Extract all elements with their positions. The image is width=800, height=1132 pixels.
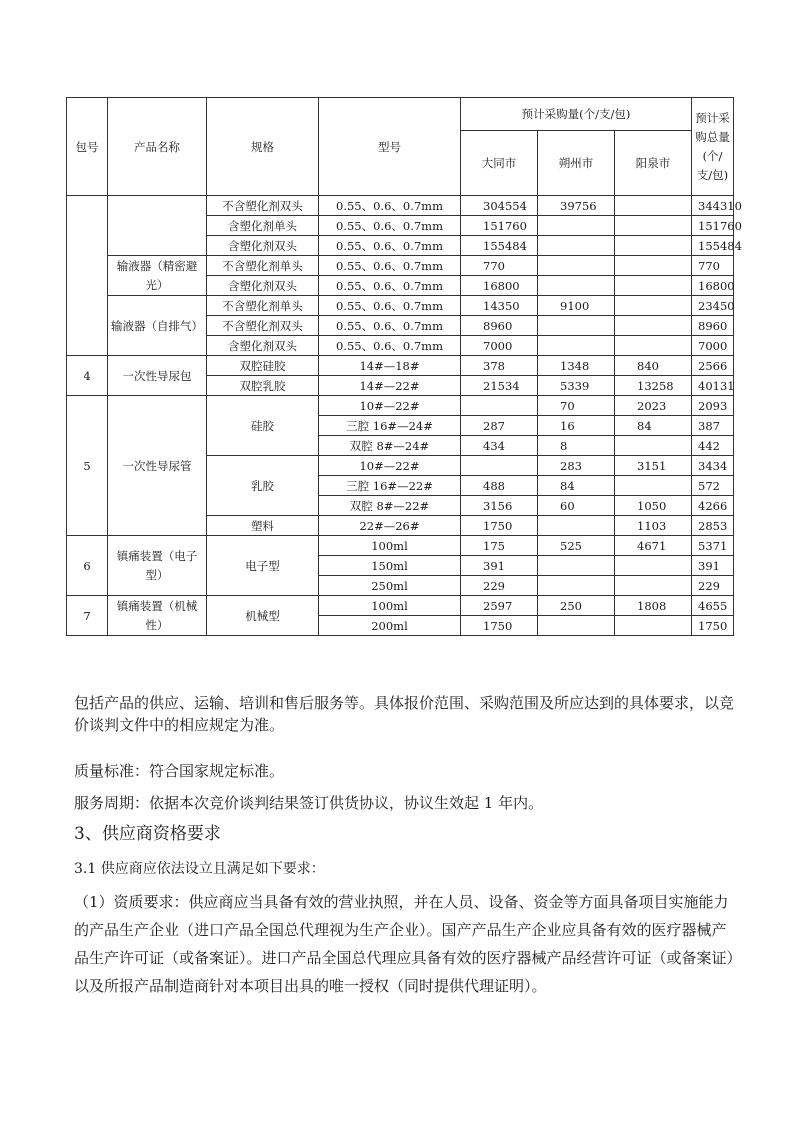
table-row [67, 596, 734, 616]
qty-shuozhou: 283 [538, 456, 615, 476]
qty-total: 3434 [692, 456, 734, 476]
model-cell: 双腔 8#—24# [319, 436, 461, 456]
qty-shuozhou: 70 [538, 396, 615, 416]
model-cell: 10#—22# [319, 456, 461, 476]
qty-shuozhou: 39756 [538, 196, 615, 216]
header-city-yangquan: 阳泉市 [615, 131, 692, 196]
qty-shuozhou [538, 236, 615, 256]
model-cell: 100ml [319, 596, 461, 616]
qty-datong: 391 [461, 556, 538, 576]
header-total: 预计采购总量(个/支/包) [692, 98, 734, 196]
qty-yangquan: 13258 [615, 376, 692, 396]
qty-total: 387 [692, 416, 734, 436]
qty-datong: 14350 [461, 296, 538, 316]
pkg-5: 5 [67, 396, 108, 536]
model-cell: 0.55、0.6、0.7mm [319, 216, 461, 236]
table-row [67, 536, 734, 556]
header-model: 型号 [319, 98, 461, 196]
qty-yangquan: 4671 [615, 536, 692, 556]
model-cell: 0.55、0.6、0.7mm [319, 316, 461, 336]
qty-total: 391 [692, 556, 734, 576]
qty-datong: 1750 [461, 616, 538, 636]
qty-shuozhou [538, 616, 615, 636]
qty-total: 155484 [692, 236, 734, 256]
qty-shuozhou: 525 [538, 536, 615, 556]
qty-yangquan [615, 616, 692, 636]
qty-datong: 175 [461, 536, 538, 556]
procurement-table [66, 97, 742, 636]
qty-yangquan: 1808 [615, 596, 692, 616]
spec-cell: 含塑化剂单头 [207, 216, 319, 236]
model-cell: 0.55、0.6、0.7mm [319, 276, 461, 296]
product-name-catheter: 一次性导尿管 [108, 396, 207, 536]
spec-cell: 双腔硅胶 [207, 356, 319, 376]
qty-total: 2093 [692, 396, 734, 416]
qty-total: 4655 [692, 596, 734, 616]
qty-datong: 378 [461, 356, 538, 376]
product-name-infusion-lightproof: 输液器（精密避光） [108, 256, 207, 296]
qty-datong: 151760 [461, 216, 538, 236]
spec-cell: 含塑化剂双头 [207, 276, 319, 296]
qty-shuozhou [538, 336, 615, 356]
qty-datong: 7000 [461, 336, 538, 356]
qty-shuozhou [538, 576, 615, 596]
pkg-6: 6 [67, 536, 108, 596]
qty-total: 151760 [692, 216, 734, 236]
qty-total: 2853 [692, 516, 734, 536]
spec-cell: 不含塑化剂双头 [207, 196, 319, 216]
qty-total: 23450 [692, 296, 734, 316]
spec-cell: 电子型 [207, 536, 319, 596]
qty-total: 572 [692, 476, 734, 496]
qty-yangquan: 1050 [615, 496, 692, 516]
qty-yangquan [615, 256, 692, 276]
qty-yangquan [615, 276, 692, 296]
spec-cell: 不含塑化剂单头 [207, 296, 319, 316]
qty-yangquan [615, 196, 692, 216]
qty-datong: 229 [461, 576, 538, 596]
qty-total: 5371 [692, 536, 734, 556]
pkg-4: 4 [67, 356, 108, 396]
qty-yangquan: 1103 [615, 516, 692, 536]
qty-total: 344310 [692, 196, 734, 216]
model-cell: 0.55、0.6、0.7mm [319, 236, 461, 256]
model-cell: 14#—22# [319, 376, 461, 396]
qty-datong: 287 [461, 416, 538, 436]
model-cell: 200ml [319, 616, 461, 636]
spec-cell: 双腔乳胶 [207, 376, 319, 396]
product-name-pain-pump-mechanical: 镇痛装置（机械性） [108, 596, 207, 636]
header-qty-group: 预计采购量(个/支/包) [461, 98, 692, 131]
model-cell: 0.55、0.6、0.7mm [319, 336, 461, 356]
header-city-shuozhou: 朔州市 [538, 131, 615, 196]
model-cell: 10#—22# [319, 396, 461, 416]
qty-yangquan [615, 336, 692, 356]
qty-datong: 770 [461, 256, 538, 276]
qty-yangquan [615, 556, 692, 576]
qty-yangquan [615, 296, 692, 316]
qty-shuozhou [538, 256, 615, 276]
model-cell: 250ml [319, 576, 461, 596]
qty-shuozhou [538, 556, 615, 576]
qty-shuozhou [538, 316, 615, 336]
qty-total: 7000 [692, 336, 734, 356]
qty-total: 4266 [692, 496, 734, 516]
spec-cell: 机械型 [207, 596, 319, 636]
qty-datong [461, 456, 538, 476]
qty-datong: 3156 [461, 496, 538, 516]
qty-yangquan [615, 476, 692, 496]
qty-shuozhou [538, 276, 615, 296]
qty-shuozhou: 8 [538, 436, 615, 456]
model-cell: 0.55、0.6、0.7mm [319, 196, 461, 216]
pkg-7: 7 [67, 596, 108, 636]
header-name: 产品名称 [108, 98, 207, 196]
table-row [67, 396, 734, 416]
spec-cell: 含塑化剂双头 [207, 336, 319, 356]
qty-total: 442 [692, 436, 734, 456]
table-row [67, 196, 734, 216]
qty-datong: 304554 [461, 196, 538, 216]
header-pkg: 包号 [67, 98, 108, 196]
qty-shuozhou [538, 516, 615, 536]
qty-yangquan [615, 236, 692, 256]
qty-datong: 488 [461, 476, 538, 496]
header-city-datong: 大同市 [461, 131, 538, 196]
qty-datong: 1750 [461, 516, 538, 536]
spec-cell: 不含塑化剂双头 [207, 316, 319, 336]
model-cell: 三腔 16#—24# [319, 416, 461, 436]
qty-shuozhou: 5339 [538, 376, 615, 396]
clause-3-1: 3.1 供应商应依法设立且满足如下要求： [74, 861, 325, 877]
qty-yangquan: 3151 [615, 456, 692, 476]
qty-yangquan: 2023 [615, 396, 692, 416]
spec-cell: 乳胶 [207, 456, 319, 516]
qty-total: 229 [692, 576, 734, 596]
qty-shuozhou: 250 [538, 596, 615, 616]
qty-datong: 155484 [461, 236, 538, 256]
model-cell: 100ml [319, 536, 461, 556]
qty-total: 16800 [692, 276, 734, 296]
qty-shuozhou: 1348 [538, 356, 615, 376]
product-name-pain-pump-electronic: 镇痛装置（电子型） [108, 536, 207, 596]
spec-cell: 含塑化剂双头 [207, 236, 319, 256]
spec-cell: 不含塑化剂单头 [207, 256, 319, 276]
qty-shuozhou: 9100 [538, 296, 615, 316]
model-cell: 14#—18# [319, 356, 461, 376]
qty-total: 40131 [692, 376, 734, 396]
scope-paragraph: 包括产品的供应、运输、培训和售后服务等。具体报价范围、采购范围及所应达到的具体要求，以竞价谈判文件中的相应规定为准。 [74, 694, 735, 734]
qty-shuozhou [538, 216, 615, 236]
qty-total: 1750 [692, 616, 734, 636]
qty-total: 2566 [692, 356, 734, 376]
qty-yangquan [615, 216, 692, 236]
product-name-infusion-selfvent: 输液器（自排气） [108, 296, 207, 356]
qty-shuozhou: 16 [538, 416, 615, 436]
qty-datong: 21534 [461, 376, 538, 396]
qty-datong: 16800 [461, 276, 538, 296]
model-cell: 0.55、0.6、0.7mm [319, 256, 461, 276]
service-period: 服务周期：依据本次竞价谈判结果签订供货协议，协议生效起 1 年内。 [74, 794, 544, 812]
quality-standard: 质量标准：符合国家规定标准。 [74, 762, 285, 780]
table-row [67, 296, 734, 316]
qty-yangquan [615, 316, 692, 336]
spec-cell: 塑料 [207, 516, 319, 536]
spec-cell: 硅胶 [207, 396, 319, 456]
pkg-cell-continued [67, 196, 108, 356]
model-cell: 22#—26# [319, 516, 461, 536]
qty-total: 8960 [692, 316, 734, 336]
qty-datong: 2597 [461, 596, 538, 616]
model-cell: 三腔 16#—22# [319, 476, 461, 496]
qty-yangquan: 840 [615, 356, 692, 376]
qty-shuozhou: 60 [538, 496, 615, 516]
product-name-catheter-kit: 一次性导尿包 [108, 356, 207, 396]
table-row [67, 256, 734, 276]
header-spec: 规格 [207, 98, 319, 196]
qty-shuozhou: 84 [538, 476, 615, 496]
qty-yangquan: 84 [615, 416, 692, 436]
model-cell: 150ml [319, 556, 461, 576]
section-heading-3: 3、供应商资格要求 [74, 824, 221, 844]
qty-datong: 8960 [461, 316, 538, 336]
qty-yangquan [615, 436, 692, 456]
qty-datong: 434 [461, 436, 538, 456]
qualification-paragraph: （1）资质要求：供应商应当具备有效的营业执照，并在人员、设备、资金等方面具备项目实施能力的产品生产企业（进口产品全国总代理视为生产企业）。国产产品生产企业应具备有效的医疗器械产品生产许可证（或备案证）。进口产品全国总代理应具备有效的医疗器械产品经营许可证（或备案证）以及所报产品制造商针对本项目出具的唯一授权（同时提供代理证明）。 [74, 893, 735, 995]
table-row [67, 356, 734, 376]
model-cell: 0.55、0.6、0.7mm [319, 296, 461, 316]
model-cell: 双腔 8#—22# [319, 496, 461, 516]
qty-yangquan [615, 576, 692, 596]
qty-datong [461, 396, 538, 416]
name-cell-continued [108, 196, 207, 256]
qty-total: 770 [692, 256, 734, 276]
